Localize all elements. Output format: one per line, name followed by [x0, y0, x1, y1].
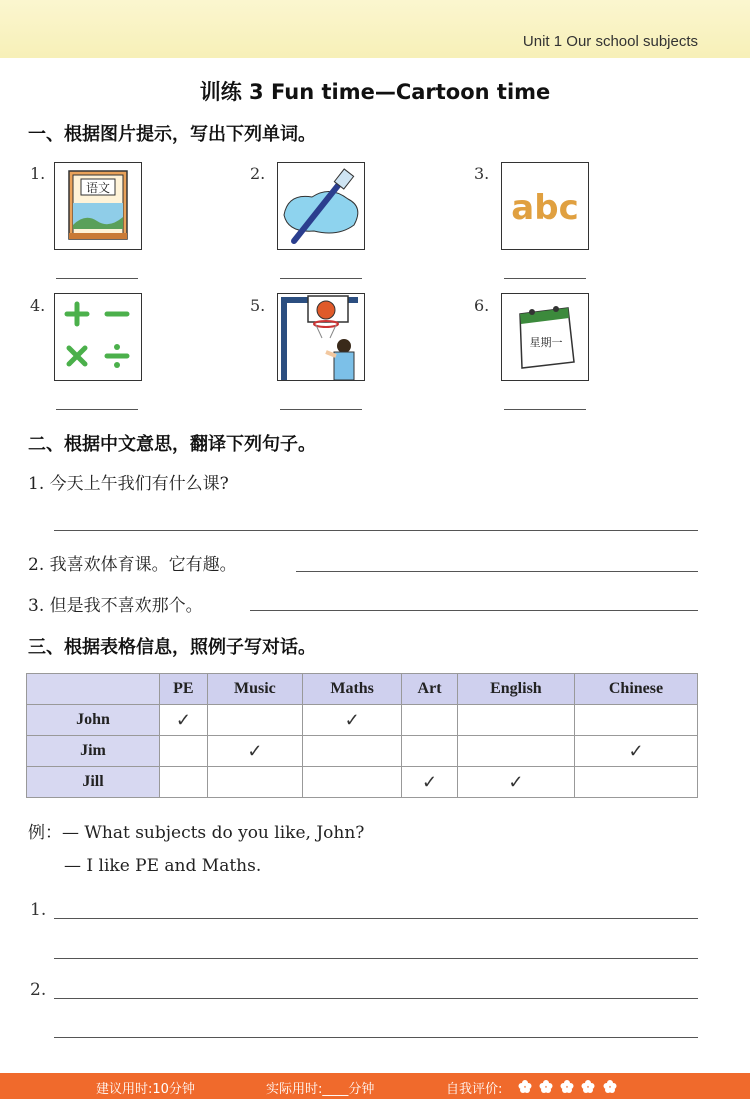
- check-cell: [160, 767, 208, 798]
- check-cell: [457, 736, 574, 767]
- check-cell: [574, 767, 697, 798]
- check-cell: [303, 767, 402, 798]
- section2-heading: 二、根据中文意思，翻译下列句子。: [28, 434, 316, 455]
- column-header: Maths: [303, 674, 402, 705]
- dialogue-number: 2.: [30, 980, 47, 1000]
- abc-text: abc: [511, 188, 579, 228]
- check-cell: ✓: [207, 736, 302, 767]
- table-row: [27, 736, 698, 767]
- check-cell: ✓: [303, 705, 402, 736]
- calendar-label: 星期一: [529, 336, 563, 349]
- item-number: 6.: [474, 296, 490, 315]
- table-corner: [27, 674, 160, 705]
- table-row: [27, 767, 698, 798]
- flower-icon[interactable]: [518, 1079, 532, 1093]
- check-cell: [207, 705, 302, 736]
- check-cell: [574, 705, 697, 736]
- book-label: 语文: [85, 181, 111, 195]
- check-cell: ✓: [160, 705, 208, 736]
- flower-icon[interactable]: [581, 1079, 595, 1093]
- check-cell: [402, 736, 458, 767]
- flower-icon[interactable]: [560, 1079, 574, 1093]
- dialogue-number: 1.: [30, 900, 47, 920]
- example-answer: — I like PE and Maths.: [64, 856, 262, 876]
- answer-line[interactable]: [280, 278, 362, 279]
- subjects-table: [26, 673, 698, 798]
- writing-line[interactable]: [54, 918, 698, 919]
- answer-line[interactable]: [504, 278, 586, 279]
- item-number: 1.: [30, 164, 46, 183]
- answer-line[interactable]: [56, 278, 138, 279]
- paintbrush-icon: [277, 162, 365, 250]
- column-header: Art: [402, 674, 458, 705]
- row-name: Jill: [27, 767, 160, 798]
- footer-bar: [0, 1073, 750, 1099]
- item-number: 2.: [250, 164, 266, 183]
- check-cell: ✓: [402, 767, 458, 798]
- check-cell: [457, 705, 574, 736]
- section3-heading: 三、根据表格信息，照例子写对话。: [28, 637, 316, 658]
- page-title: 训练 3 Fun time—Cartoon time: [199, 80, 551, 104]
- item-number: 3.: [474, 164, 490, 183]
- example-question: 例：— What subjects do you like, John?: [28, 823, 365, 843]
- row-name: John: [27, 705, 160, 736]
- writing-line[interactable]: [296, 571, 698, 572]
- question-1: 1. 今天上午我们有什么课?: [28, 474, 229, 494]
- check-cell: ✓: [457, 767, 574, 798]
- basketball-hoop-icon: [277, 293, 365, 381]
- check-cell: ✓: [574, 736, 697, 767]
- rating-flowers[interactable]: [518, 1079, 620, 1095]
- writing-line[interactable]: [54, 958, 698, 959]
- flower-icon[interactable]: [603, 1079, 617, 1093]
- calendar-icon: [501, 293, 589, 381]
- row-name: Jim: [27, 736, 160, 767]
- writing-line[interactable]: [54, 530, 698, 531]
- abc-letters-icon: [501, 162, 589, 250]
- check-cell: [160, 736, 208, 767]
- section1-heading: 一、根据图片提示，写出下列单词。: [28, 124, 316, 145]
- answer-line[interactable]: [280, 409, 362, 410]
- suggested-time: 建议用时:10分钟: [96, 1082, 195, 1097]
- writing-line[interactable]: [54, 998, 698, 999]
- writing-line[interactable]: [54, 1037, 698, 1038]
- column-header: Music: [207, 674, 302, 705]
- writing-line[interactable]: [250, 610, 698, 611]
- question-3: 3. 但是我不喜欢那个。: [28, 596, 203, 616]
- column-header: PE: [160, 674, 208, 705]
- column-header: English: [457, 674, 574, 705]
- column-header: Chinese: [574, 674, 697, 705]
- item-number: 5.: [250, 296, 266, 315]
- chinese-book-icon: [54, 162, 142, 250]
- item-number: 4.: [30, 296, 46, 315]
- check-cell: [207, 767, 302, 798]
- self-evaluation-label: 自我评价:: [446, 1082, 503, 1097]
- table-row: [27, 705, 698, 736]
- unit-label: Unit 1 Our school subjects: [522, 33, 698, 50]
- flower-icon[interactable]: [539, 1079, 553, 1093]
- question-2: 2. 我喜欢体育课。它有趣。: [28, 555, 237, 575]
- answer-line[interactable]: [504, 409, 586, 410]
- answer-line[interactable]: [56, 409, 138, 410]
- actual-time[interactable]: 实际用时:____分钟: [266, 1082, 375, 1097]
- math-symbols-icon: [54, 293, 142, 381]
- check-cell: [303, 736, 402, 767]
- check-cell: [402, 705, 458, 736]
